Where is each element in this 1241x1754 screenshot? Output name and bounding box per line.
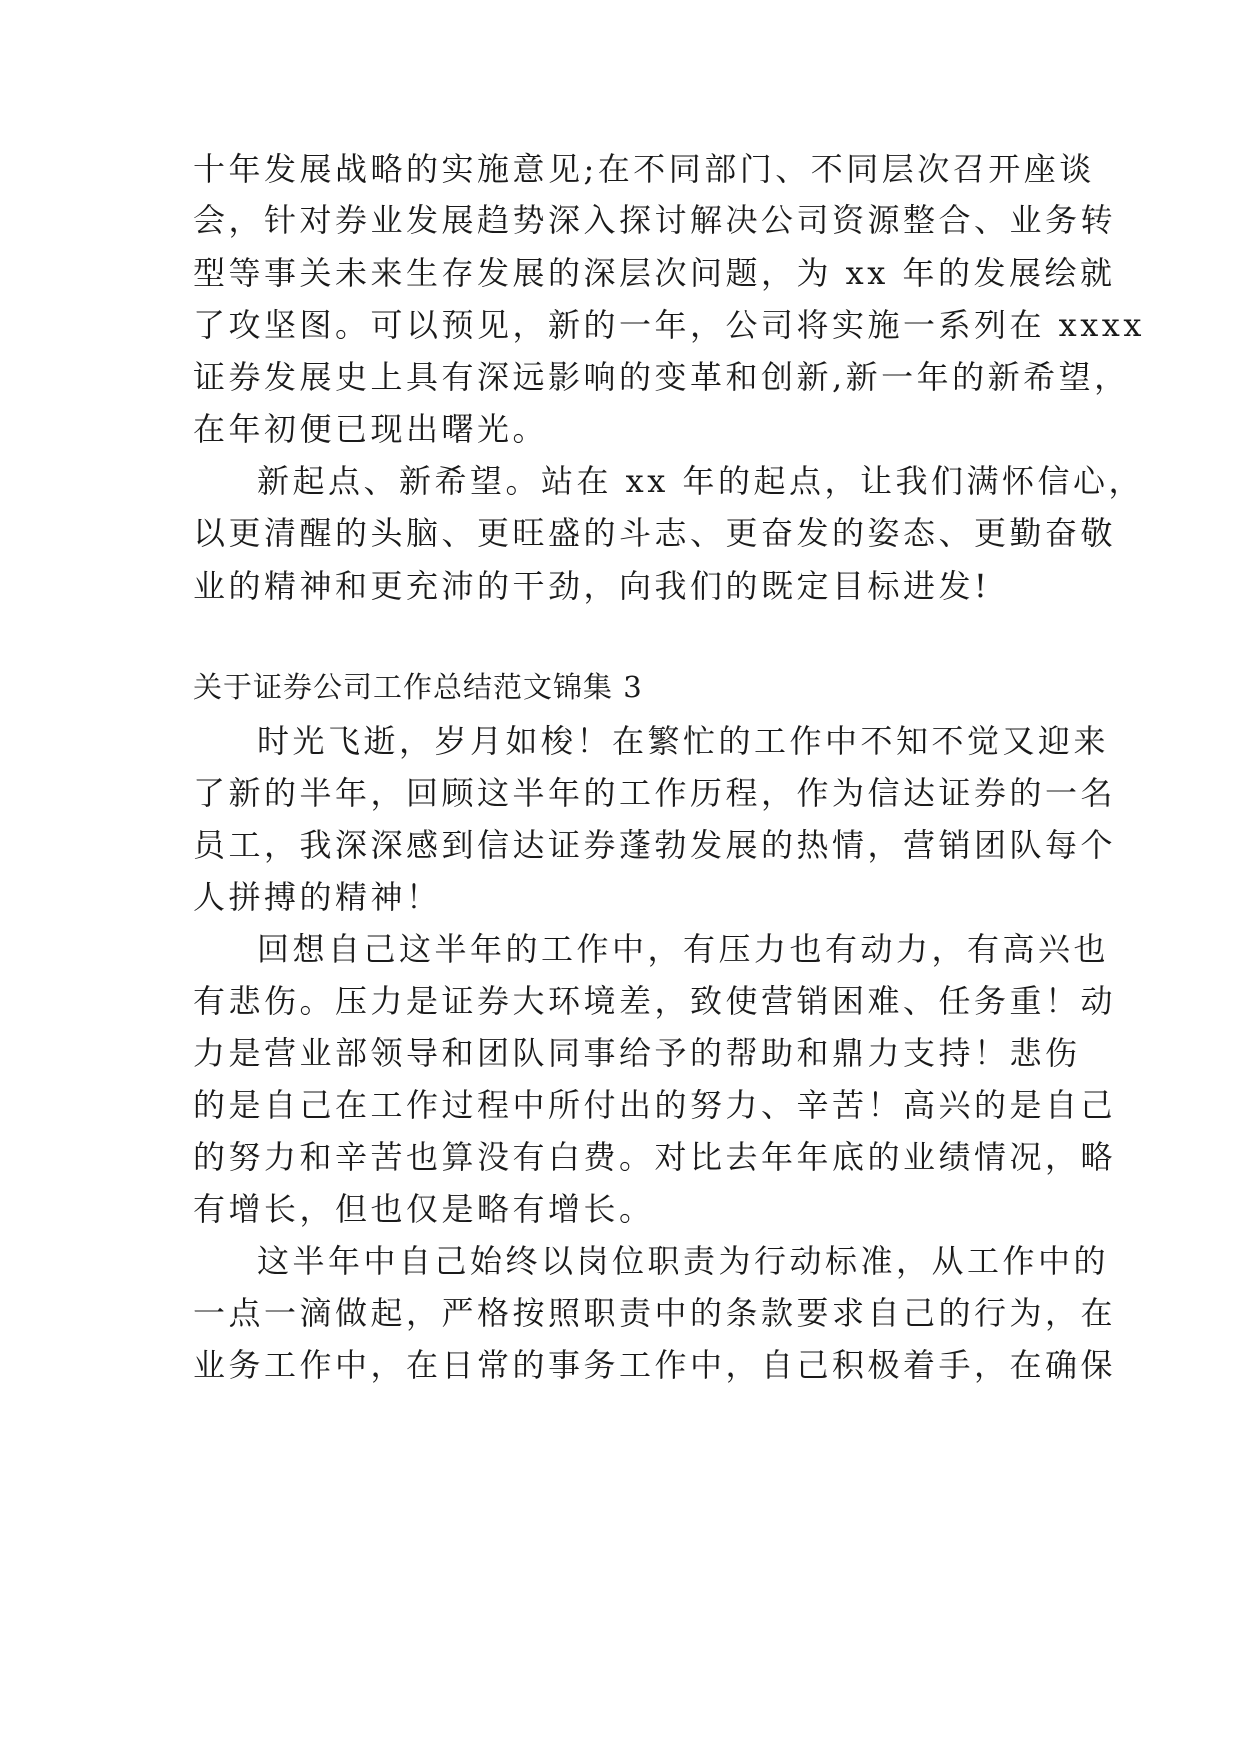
text-line: 十年发展战略的实施意见;在不同部门、不同层次召开座谈 (193, 150, 1095, 188)
text-line: 时光飞逝，岁月如梭！在繁忙的工作中不知不觉又迎来 (257, 722, 1110, 760)
text-line: 员工，我深深感到信达证券蓬勃发展的热情，营销团队每个 (193, 826, 1117, 864)
text-line: 了攻坚图。可以预见，新的一年，公司将实施一系列在 xxxx (193, 306, 1145, 344)
text-line: 新起点、新希望。站在 xx 年的起点，让我们满怀信心， (257, 462, 1144, 500)
section-heading: 关于证券公司工作总结范文锦集 3 (193, 670, 643, 704)
text-line: 在年初便已现出曙光。 (193, 410, 549, 448)
text-line: 了新的半年，回顾这半年的工作历程，作为信达证券的一名 (193, 774, 1117, 812)
text-line: 回想自己这半年的工作中，有压力也有动力，有高兴也 (257, 930, 1110, 968)
text-line: 这半年中自己始终以岗位职责为行动标准，从工作中的 (257, 1242, 1110, 1280)
text-line: 有增长，但也仅是略有增长。 (193, 1190, 655, 1228)
text-line: 的是自己在工作过程中所付出的努力、辛苦！高兴的是自己 (193, 1086, 1117, 1124)
text-line: 型等事关未来生存发展的深层次问题，为 xx 年的发展绘就 (193, 254, 1116, 292)
text-line: 会，针对券业发展趋势深入探讨解决公司资源整合、业务转 (193, 201, 1117, 239)
text-line: 有悲伤。压力是证券大环境差，致使营销困难、任务重！动 (193, 982, 1117, 1020)
text-line: 的努力和辛苦也算没有白费。对比去年年底的业绩情况，略 (193, 1138, 1117, 1176)
text-line: 业的精神和更充沛的干劲，向我们的既定目标进发! (193, 567, 991, 605)
text-line: 证券发展史上具有深远影响的变革和创新,新一年的新希望， (193, 358, 1130, 396)
text-line: 人拼搏的精神！ (193, 878, 442, 916)
text-line: 业务工作中，在日常的事务工作中，自己积极着手，在确保 (193, 1346, 1117, 1384)
text-line: 以更清醒的头脑、更旺盛的斗志、更奋发的姿态、更勤奋敬 (193, 514, 1117, 552)
text-line: 一点一滴做起，严格按照职责中的条款要求自己的行为，在 (193, 1294, 1117, 1332)
text-line: 力是营业部领导和团队同事给予的帮助和鼎力支持！悲伤 (193, 1034, 1081, 1072)
